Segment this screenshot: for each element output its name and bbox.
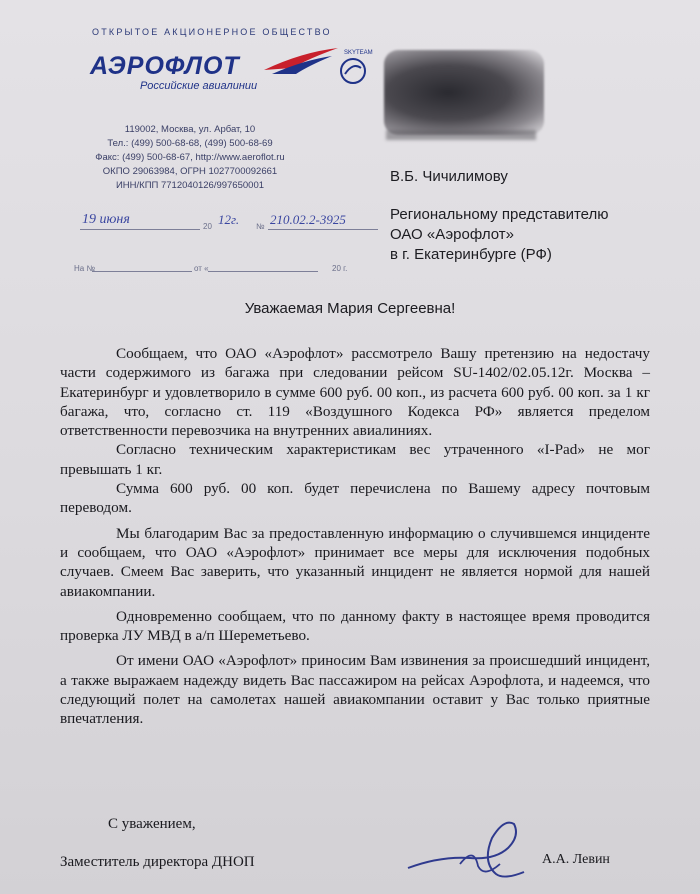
handwritten-year: 12г. — [218, 212, 240, 227]
reference-label: На № — [74, 264, 96, 273]
body-paragraph: Одновременно сообщаем, что по данному факту в настоящее время проводится проверка ЛУ МВД в а/п Шереметьево. — [60, 607, 650, 645]
phone-line: Тел.: (499) 500-68-68, (499) 500-68-69 — [107, 138, 273, 149]
aeroflot-wing-logo — [262, 44, 342, 84]
signer-position: Заместитель директора ДНОП — [60, 854, 255, 870]
reference-date-blank — [208, 271, 318, 272]
redacted-area — [384, 50, 544, 135]
reference-number-blank — [92, 271, 192, 272]
closing-phrase: С уважением, — [108, 816, 196, 832]
year-prefix: 20 — [203, 222, 212, 231]
body-paragraph: Сумма 600 руб. 00 коп. будет перечислена по Вашему адресу почтовым переводом. — [60, 480, 650, 517]
company-type: ОТКРЫТОЕ АКЦИОНЕРНОЕ ОБЩЕСТВО — [92, 27, 332, 37]
company-logo-subtitle: Российские авиалинии — [140, 80, 258, 92]
reference-from-label: от « — [194, 264, 209, 273]
salutation: Уважаемая Мария Сергеевна! — [244, 300, 456, 317]
address-line: 119002, Москва, ул. Арбат, 10 — [124, 124, 256, 135]
redacted-line — [386, 130, 536, 140]
inn-line: ИНН/КПП 7712040126/997650001 — [115, 180, 265, 191]
okpo-line: ОКПО 29063984, ОГРН 1027700092661 — [102, 166, 278, 177]
reference-year-suffix: 20 г. — [332, 264, 348, 273]
recipient-line-1: Региональному представителю — [390, 206, 609, 223]
number-underline — [268, 229, 378, 230]
recipient-name: В.Б. Чичилимову — [390, 168, 508, 185]
skyteam-emblem-icon — [338, 56, 368, 86]
body-paragraph: Мы благодарим Вас за предоставленную информацию о случившемся инциденте и сообщаем, что ОАО «Аэрофлот» принимает все меры для исключения подобных случаев. Смеем Вас заверить, что указанный инцидент не является нормой для нашей авиакомпании. — [60, 524, 650, 600]
recipient-line-3: в г. Екатеринбурге (РФ) — [390, 246, 552, 263]
company-logo-text: АЭРОФЛОТ — [90, 52, 240, 80]
handwritten-number: 210.02.2-3925 — [270, 212, 346, 227]
signer-name: А.А. Левин — [542, 852, 610, 867]
body-paragraph: Согласно техническим характеристикам вес утраченного «I-Pad» не мог превышать 1 кг. — [60, 441, 650, 478]
handwritten-date: 19 июня — [82, 212, 130, 227]
fax-line: Факс: (499) 500-68-67, http://www.aeroflot.ru — [95, 152, 285, 163]
alliance-name: SKYTEAM — [344, 50, 373, 56]
body-paragraph: Сообщаем, что ОАО «Аэрофлот» рассмотрело Вашу претензию на недостачу части содержимого из багажа при следовании рейсом SU-1402/02.05.12г. Москва – Екатеринбург и удовлетворило в сумме 600 руб. 00 коп., из расчета 600 руб. 00 коп. за 1 кг багажа, что, согласно ст. 119 «Воздушного Кодекса РФ» является пределом ответственности перевозчика на внутренних авиалиниях. — [60, 345, 650, 440]
recipient-line-2: ОАО «Аэрофлот» — [390, 226, 515, 243]
handwritten-signature — [400, 818, 530, 882]
body-paragraph: От имени ОАО «Аэрофлот» приносим Вам извинения за происшедший инцидент, а также выражаем надежду видеть Вас пассажиром на рейсах Аэрофлота, и надеемся, что следующий полет на самолетах нашей авиакомпании оставит у Вас только приятные впечатления. — [60, 652, 650, 728]
date-underline — [80, 229, 200, 230]
letter-body — [60, 344, 650, 729]
number-sign: № — [256, 222, 265, 231]
